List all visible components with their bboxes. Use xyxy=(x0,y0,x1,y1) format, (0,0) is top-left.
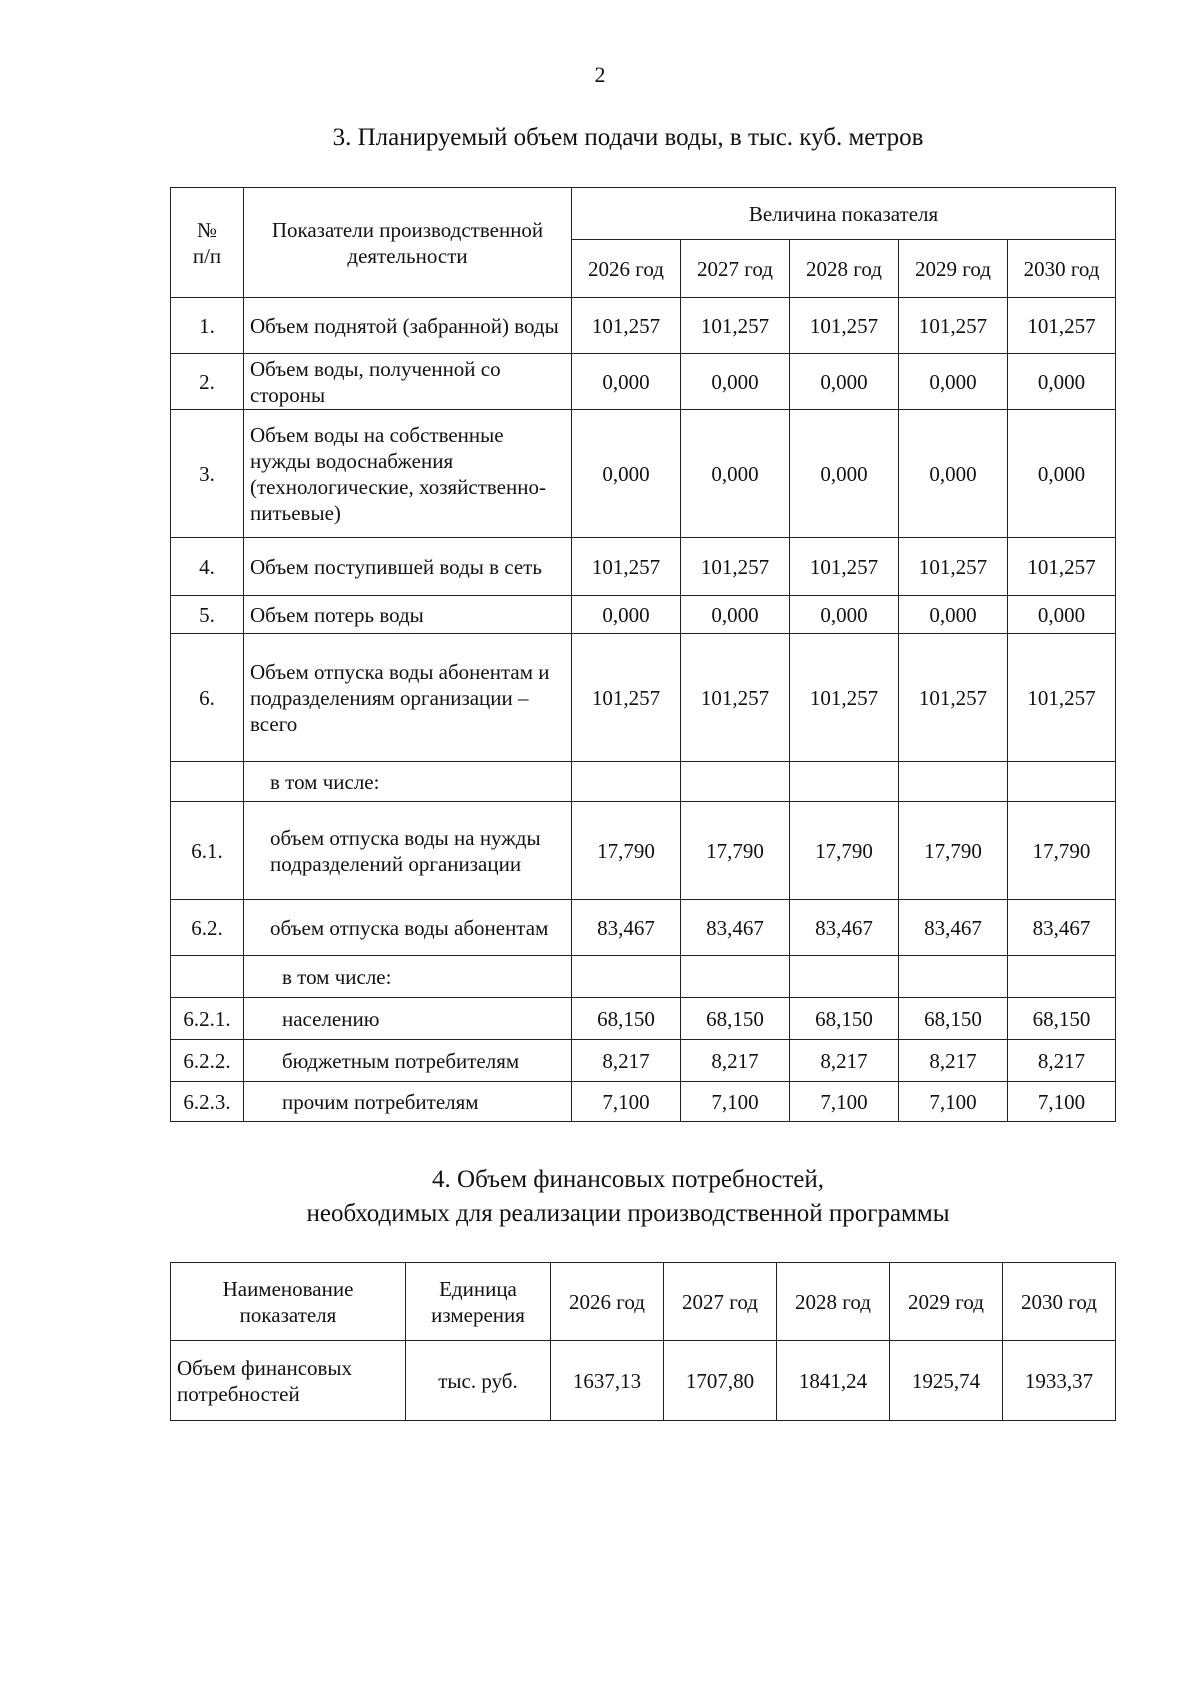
cell-value: 83,467 xyxy=(572,900,681,956)
cell-value: 68,150 xyxy=(681,998,790,1040)
cell-value xyxy=(1008,956,1116,998)
cell-value: 17,790 xyxy=(681,802,790,900)
cell-value: 83,467 xyxy=(681,900,790,956)
table-row xyxy=(171,900,1116,956)
cell-value: 7,100 xyxy=(572,1082,681,1122)
cell-value: 101,257 xyxy=(790,634,899,762)
table-row xyxy=(171,596,1116,634)
header-unit: Единица измерения xyxy=(406,1263,551,1341)
header-year: 2029 год xyxy=(899,240,1008,298)
table-row xyxy=(171,998,1116,1040)
cell-value: 68,150 xyxy=(899,998,1008,1040)
row-number xyxy=(171,762,244,802)
cell-value: 0,000 xyxy=(681,354,790,410)
cell-value: 8,217 xyxy=(1008,1040,1116,1082)
row-number: 4. xyxy=(171,538,244,596)
cell-value: 0,000 xyxy=(572,596,681,634)
cell-value: 101,257 xyxy=(899,538,1008,596)
cell-value: 1841,24 xyxy=(777,1341,890,1421)
table-row xyxy=(171,538,1116,596)
cell-value: 8,217 xyxy=(572,1040,681,1082)
cell-value: 0,000 xyxy=(790,354,899,410)
header-year: 2028 год xyxy=(790,240,899,298)
row-number: 1. xyxy=(171,298,244,354)
cell-value: 7,100 xyxy=(790,1082,899,1122)
cell-value: 0,000 xyxy=(1008,410,1116,538)
row-number: 6.2.2. xyxy=(171,1040,244,1082)
cell-value: 8,217 xyxy=(681,1040,790,1082)
cell-value: 101,257 xyxy=(681,634,790,762)
cell-value: 101,257 xyxy=(681,538,790,596)
row-label: Объем поднятой (забранной) воды xyxy=(244,298,572,354)
row-number: 6.1. xyxy=(171,802,244,900)
cell-value: 0,000 xyxy=(899,410,1008,538)
row-number: 5. xyxy=(171,596,244,634)
header-value-group: Величина показателя xyxy=(572,188,1116,240)
cell-value: 101,257 xyxy=(1008,298,1116,354)
cell-value: 7,100 xyxy=(1008,1082,1116,1122)
cell-value: 17,790 xyxy=(899,802,1008,900)
row-label: в том числе: xyxy=(244,956,572,998)
water-supply-volume-table xyxy=(170,187,1116,1122)
cell-value: 101,257 xyxy=(1008,538,1116,596)
header-no: № п/п xyxy=(171,188,244,298)
cell-value: 101,257 xyxy=(899,634,1008,762)
table-row xyxy=(171,634,1116,762)
cell-value: 0,000 xyxy=(899,354,1008,410)
row-label: населению xyxy=(244,998,572,1040)
cell-value xyxy=(572,956,681,998)
row-label: Объем потерь воды xyxy=(244,596,572,634)
cell-value: 101,257 xyxy=(1008,634,1116,762)
cell-value: 83,467 xyxy=(899,900,1008,956)
table4-title-line1: 4. Объем финансовых потребностей, xyxy=(432,1166,824,1193)
row-label: прочим потребителям xyxy=(244,1082,572,1122)
cell-value: 1933,37 xyxy=(1003,1341,1116,1421)
cell-value: 7,100 xyxy=(681,1082,790,1122)
header-year: 2026 год xyxy=(572,240,681,298)
cell-value: 0,000 xyxy=(1008,596,1116,634)
cell-value xyxy=(790,762,899,802)
cell-value xyxy=(899,956,1008,998)
table-row xyxy=(171,354,1116,410)
cell-value xyxy=(572,762,681,802)
cell-value xyxy=(1008,762,1116,802)
row-label: Объем воды на собственные нужды водоснабжения (технологические, хозяйственно-питьевые) xyxy=(244,410,572,538)
row-label: Объем воды, полученной со стороны xyxy=(244,354,572,410)
cell-value: 68,150 xyxy=(572,998,681,1040)
cell-value xyxy=(790,956,899,998)
row-number xyxy=(171,956,244,998)
cell-value: 0,000 xyxy=(681,410,790,538)
cell-value: 101,257 xyxy=(790,298,899,354)
cell-value: 83,467 xyxy=(1008,900,1116,956)
header-name: Наименование показателя xyxy=(171,1263,406,1341)
cell-value: 1637,13 xyxy=(551,1341,664,1421)
table-row xyxy=(171,1040,1116,1082)
cell-value: 17,790 xyxy=(790,802,899,900)
cell-value: 0,000 xyxy=(790,410,899,538)
header-year: 2029 год xyxy=(890,1263,1003,1341)
cell-value: 68,150 xyxy=(790,998,899,1040)
cell-value xyxy=(681,956,790,998)
row-number: 6.2. xyxy=(171,900,244,956)
table-row xyxy=(171,1341,1116,1421)
cell-value: 8,217 xyxy=(899,1040,1008,1082)
header-year: 2030 год xyxy=(1008,240,1116,298)
header-year: 2026 год xyxy=(551,1263,664,1341)
table3-title: 3. Планируемый объем подачи воды, в тыс. куб. метров xyxy=(332,124,924,151)
cell-value: 0,000 xyxy=(572,354,681,410)
table4-title xyxy=(58,1163,1198,1231)
cell-value: 101,257 xyxy=(572,538,681,596)
cell-value: 101,257 xyxy=(572,298,681,354)
cell-value: 101,257 xyxy=(790,538,899,596)
cell-value: 17,790 xyxy=(1008,802,1116,900)
cell-value: 7,100 xyxy=(899,1082,1008,1122)
table-row xyxy=(171,802,1116,900)
row-number: 6.2.1. xyxy=(171,998,244,1040)
cell-value: 0,000 xyxy=(681,596,790,634)
cell-value: 0,000 xyxy=(899,596,1008,634)
header-year: 2027 год xyxy=(664,1263,777,1341)
cell-value: 101,257 xyxy=(899,298,1008,354)
table-row xyxy=(171,762,1116,802)
cell-value: 1925,74 xyxy=(890,1341,1003,1421)
cell-value: 0,000 xyxy=(572,410,681,538)
cell-value: 101,257 xyxy=(681,298,790,354)
row-name: Объем финансовых потребностей xyxy=(171,1341,406,1421)
table4-title-line2: необходимых для реализации производственной программы xyxy=(306,1200,950,1227)
cell-value: 0,000 xyxy=(1008,354,1116,410)
header-year: 2030 год xyxy=(1003,1263,1116,1341)
header-year: 2028 год xyxy=(777,1263,890,1341)
row-label: в том числе: xyxy=(244,762,572,802)
row-number: 6.2.3. xyxy=(171,1082,244,1122)
page-number: 2 xyxy=(594,62,606,87)
cell-value: 68,150 xyxy=(1008,998,1116,1040)
financial-needs-table xyxy=(170,1262,1116,1421)
table-row xyxy=(171,956,1116,998)
cell-value: 1707,80 xyxy=(664,1341,777,1421)
table-row xyxy=(171,1082,1116,1122)
row-label: объем отпуска воды на нужды подразделений организации xyxy=(244,802,572,900)
row-number: 6. xyxy=(171,634,244,762)
cell-value: 17,790 xyxy=(572,802,681,900)
row-number: 2. xyxy=(171,354,244,410)
row-number: 3. xyxy=(171,410,244,538)
row-label: Объем отпуска воды абонентам и подразделениям организации – всего xyxy=(244,634,572,762)
row-unit: тыс. руб. xyxy=(406,1341,551,1421)
table-row xyxy=(171,298,1116,354)
cell-value: 101,257 xyxy=(572,634,681,762)
cell-value: 8,217 xyxy=(790,1040,899,1082)
row-label: бюджетным потребителям xyxy=(244,1040,572,1082)
table-row xyxy=(171,410,1116,538)
header-year: 2027 год xyxy=(681,240,790,298)
cell-value xyxy=(899,762,1008,802)
cell-value: 83,467 xyxy=(790,900,899,956)
row-label: Объем поступившей воды в сеть xyxy=(244,538,572,596)
header-indicator: Показатели производственной деятельности xyxy=(244,188,572,298)
cell-value: 0,000 xyxy=(790,596,899,634)
row-label: объем отпуска воды абонентам xyxy=(244,900,572,956)
cell-value xyxy=(681,762,790,802)
